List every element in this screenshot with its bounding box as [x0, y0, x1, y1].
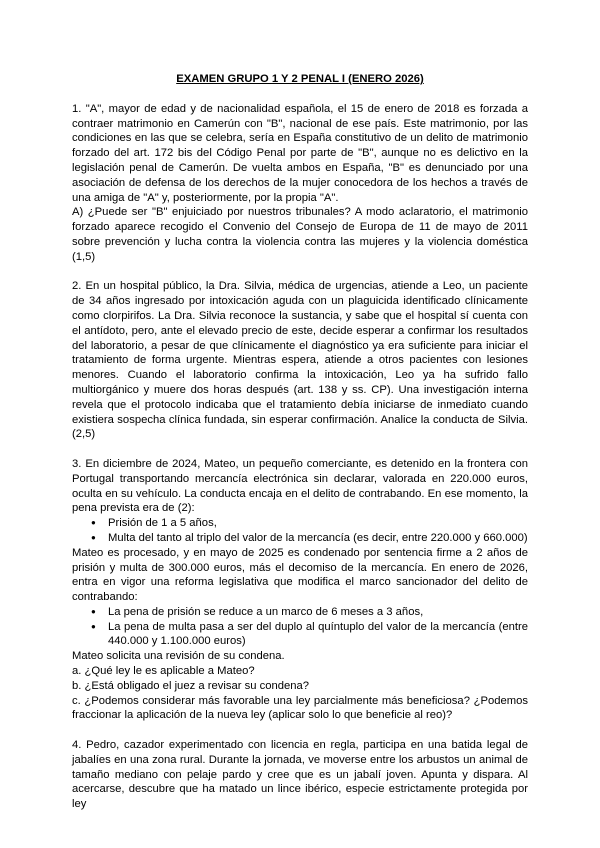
question-3-intro: 3. En diciembre de 2024, Mateo, un pequeño comerciante, es detenido en la frontera con Portugal transportando mercancía electrónica sin declarar, valorada en 220.000 euros, oculta en su vehículo. La conducta encaja en el delito de contrabando. En ese momento, la pena prevista era de (2):	[72, 457, 528, 515]
paragraph-gap	[72, 442, 528, 457]
question-4	[72, 738, 528, 812]
question-3-a: a. ¿Qué ley le es aplicable a Mateo?	[72, 665, 255, 678]
question-3-middle: Mateo es procesado, y en mayo de 2025 es condenado por sentencia firme a 2 años de prisión y multa de 300.000 euros, más el decomiso de la mercancía. En enero de 2026, entra en vigor una reforma legislativa que modifica el marco sancionador del delito de contrabando:	[72, 546, 528, 604]
question-1	[72, 102, 528, 265]
question-3-c: c. ¿Podemos considerar más favorable una ley parcialmente más beneficiosa? ¿Podemos fraccionar la aplicación de la nueva ley (aplicar solo lo que beneficie al reo)?	[72, 694, 528, 722]
exam-title: EXAMEN GRUPO 1 Y 2 PENAL I (ENERO 2026)	[176, 73, 424, 85]
question-4-text: 4. Pedro, cazador experimentado con licencia en regla, participa en una batida legal de jabalíes en una zona rural. Durante la jornada, ve moverse entre los arbustos un animal de tamaño mediano con pelaje pardo y cree que es un jabalí joven. Apunta y dispara. Al acercarse, descubre que ha matado un lince ibérico, especie estrictamente protegida por ley	[72, 739, 528, 811]
question-3-request: Mateo solicita una revisión de su condena.	[72, 650, 285, 663]
question-2-text: 2. En un hospital público, la Dra. Silvia, médica de urgencias, atiende a Leo, un paciente de 34 años ingresado por intoxicación aguda con un plaguicida identificado clínicamente como clorpirifos. La Dra. Silvia reconoce la sustancia, y sabe que el hospital sí cuenta con el antídoto, pero, ante el elevado precio de este, decide esperar a confirmar los resultados del laboratorio, a pesar de que clínicamente el diagnóstico ya era suficiente para iniciar el tratamiento de forma urgente. Mientras espera, atiende a otros pacientes con lesiones menores. Cuando el laboratorio confirma la intoxicación, Leo ya ha sufrido fallo multiorgánico y muere dos horas después (art. 138 y ss. CP). Una investigación interna revela que el protocolo indicaba que el tratamiento debía iniciarse de inmediato cuando existiera sospecha clínica fundada, sin esperar confirmación. Analice la conducta de Silvia. (2,5)	[72, 280, 528, 441]
paragraph-gap	[72, 265, 528, 280]
list-item: ● La pena de prisión se reduce a un marco de 6 meses a 3 años,	[108, 605, 528, 620]
list-item: ● Multa del tanto al triplo del valor de la mercancía (es decir, entre 220.000 y 660.000)	[108, 531, 528, 546]
old-penalty-list	[72, 516, 528, 546]
question-2	[72, 279, 528, 442]
list-item: ● La pena de multa pasa a ser del duplo al quíntuplo del valor de la mercancía (entre 440.000 y 1.100.000 euros)	[108, 620, 528, 650]
question-1-prompt: A) ¿Puede ser "B" enjuiciado por nuestros tribunales? A modo aclaratorio, el matrimonio forzado aparece recogido el Convenio del Consejo de Europa de 11 de mayo de 2011 sobre prevención y lucha contra la violencia contra las mujeres y la violencia doméstica (1,5)	[72, 206, 528, 263]
new-penalty-list	[72, 605, 528, 649]
question-3-b: b. ¿Está obligado el juez a revisar su condena?	[72, 679, 310, 692]
paragraph-gap	[72, 723, 528, 738]
list-item: ● Prisión de 1 a 5 años,	[108, 516, 528, 531]
question-1-text: 1. "A", mayor de edad y de nacionalidad española, el 15 de enero de 2018 es forzada a contraer matrimonio en Camerún con "B", nacional de ese país. Este matrimonio, por las condiciones en las que se celebra, sería en España constitutivo de un delito de matrimonio forzado del art. 172 bis del Código Penal por parte de "B", aunque no es delictivo en la legislación penal de Camerún. De vuelta ambos en España, "B" es denunciado por una asociación de defensa de los derechos de la mujer conocedora de los hechos a través de una amiga de "A" y, posteriormente, por la propia "A".	[72, 102, 528, 204]
question-3	[72, 457, 528, 723]
